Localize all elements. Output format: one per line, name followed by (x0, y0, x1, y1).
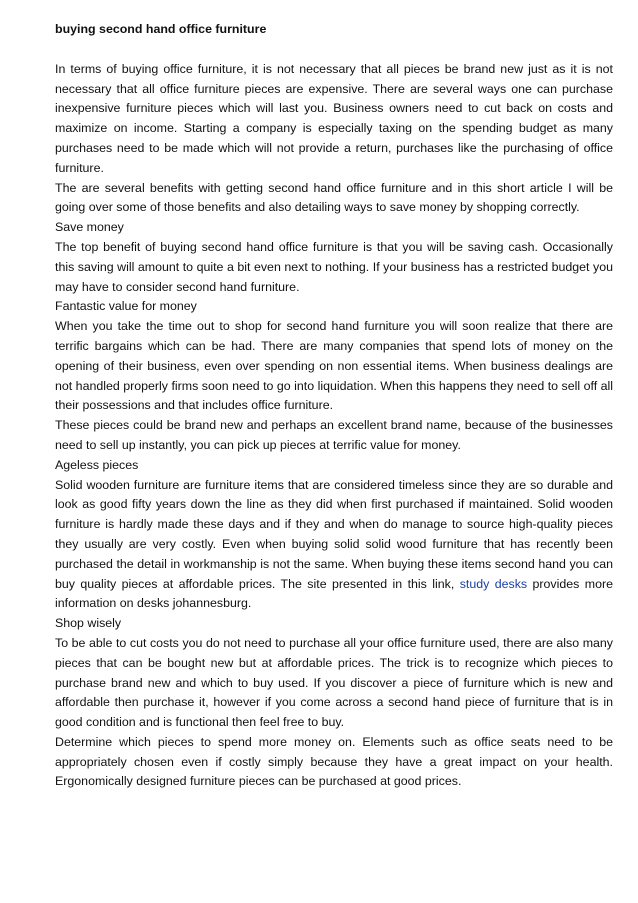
section-heading-save-money: Save money (55, 220, 124, 235)
document-page (55, 20, 613, 792)
ageless-paragraph (55, 476, 613, 615)
ageless-text-after-link: provides more information on desks johannesburg. (55, 576, 613, 611)
ageless-text-before-link: Solid wooden furniture are furniture items that are considered timeless since they are so durable and look as good fifty years down the line as they did when first purchased if maintained. Solid wooden furniture is hardly made these days and if they and when do manage to source high-quality pieces they usually are very costly. Even when buying solid solid wood furniture that has recently been purchased the detail in workmanship is not the same. When buying these items second hand you can buy quality pieces at affordable prices. The site presented in this link, (55, 477, 613, 591)
section-heading-ageless: Ageless pieces (55, 457, 139, 472)
section-heading-fantastic-value: Fantastic value for money (55, 299, 197, 314)
save-money-paragraph: The top benefit of buying second hand office furniture is that you will be saving cash. Occasionally this saving will amount to quite a bit even next to nothing. If your business has a restricted budget you may have to consider second hand furniture. (55, 239, 613, 294)
study-desks-link[interactable]: study desks (459, 576, 528, 591)
benefits-intro-paragraph: The are several benefits with getting second hand office furniture and in this short article I will be going over some of those benefits and also detailing ways to save money by shopping correctly. (55, 180, 613, 215)
section-heading-shop-wisely: Shop wisely (55, 616, 122, 631)
fantastic-value-paragraph: When you take the time out to shop for second hand furniture you will soon realize that there are terrific bargains which can be had. There are many companies that spend lots of money on the opening of their business, even over spending on non essential items. When business dealings are not handled properly firms soon need to go into liquidation. When this happens they need to sell off all their possessions and that includes office furniture. (55, 319, 613, 413)
shop-wisely-paragraph-2: Determine which pieces to spend more money on. Elements such as office seats need to be appropriately chosen even if costly simply because they have a great impact on your health. Ergonomically designed furniture pieces can be purchased at good prices. (55, 734, 613, 789)
intro-paragraph: In terms of buying office furniture, it is not necessary that all pieces be brand new just as it is not necessary that all office furniture pieces are expensive. There are several ways one can purchase inexpensive furniture pieces which will last you. Business owners need to cut back on costs and maximize on income. Starting a company is especially taxing on the spending budget as many purchases need to be made which will not provide a return, purchases like the purchasing of office furniture. (55, 61, 613, 175)
shop-wisely-paragraph: To be able to cut costs you do not need to purchase all your office furniture used, there are also many pieces that can be bought new but at affordable prices. The trick is to recognize which pieces to purchase brand new and which to buy used. If you discover a piece of furniture which is new and affordable then purchase it, however if you come across a second hand piece of furniture that is in good condition and is functional then feel free to buy. (55, 635, 613, 730)
document-title: buying second hand office furniture (55, 22, 267, 36)
fantastic-value-paragraph-2: These pieces could be brand new and perhaps an excellent brand name, because of the businesses need to sell up instantly, you can pick up pieces at terrific value for money. (55, 418, 613, 452)
